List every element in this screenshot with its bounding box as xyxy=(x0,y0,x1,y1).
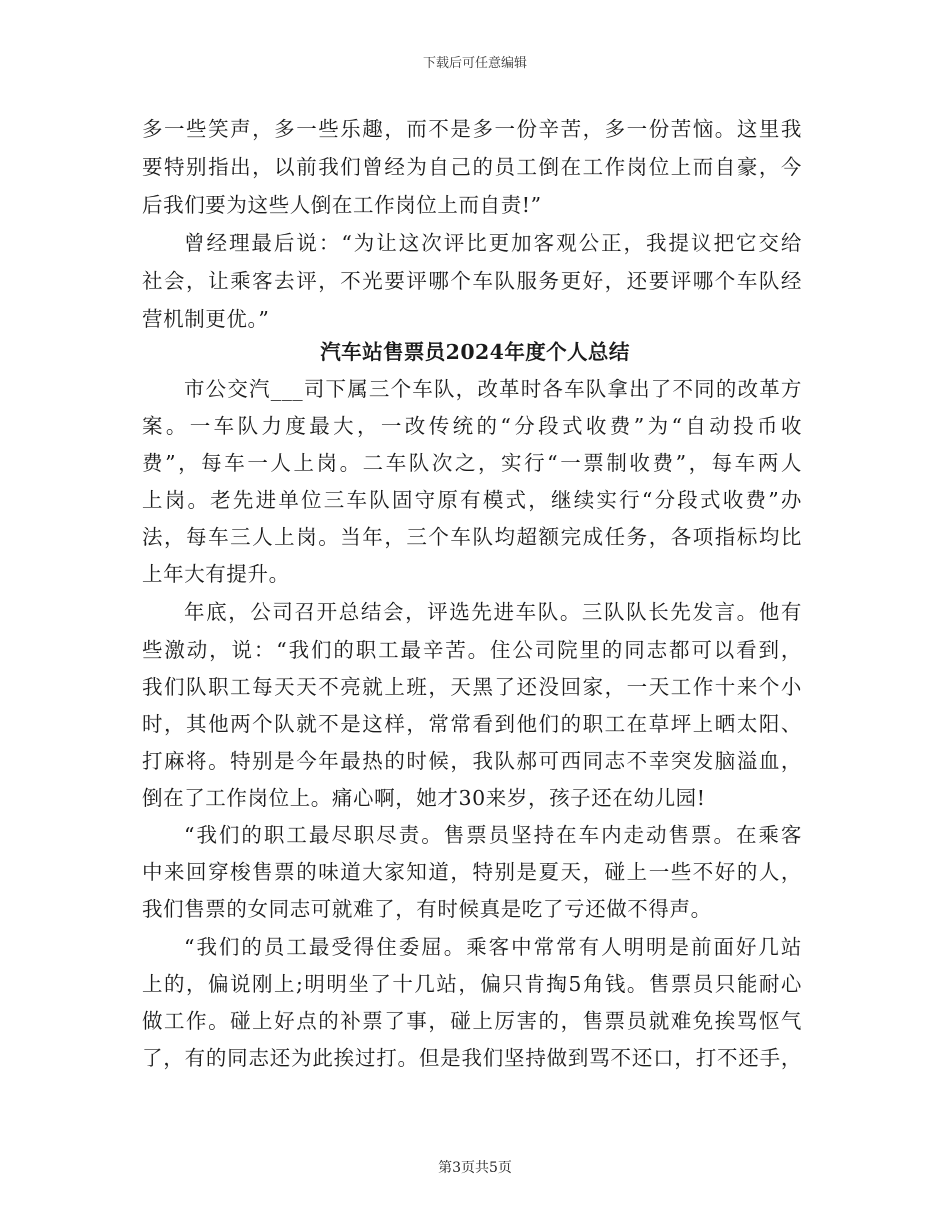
paragraph-line: 上年大有提升。 xyxy=(142,562,290,586)
paragraph-line: 曾经理最后说：“为让这次评比更加客观公正，我提议把它交给 xyxy=(184,231,802,255)
paragraph-line: 市公交汽___司下属三个车队，改革时各车队拿出了不同的改革方 xyxy=(184,377,802,401)
paragraph-line: 社会，让乘客去评，不光要评哪个车队服务更好，还要评哪个车队经 xyxy=(142,269,802,293)
paragraph-line: 营机制更优。” xyxy=(142,307,270,331)
page-number: 第3页共5页 xyxy=(438,1160,512,1176)
paragraph-line: 我们队职工每天天不亮就上班，天黑了还没回家，一天工作十来个小 xyxy=(142,675,802,699)
paragraph-line: 中来回穿梭售票的味道大家知道，特别是夏天，碰上一些不好的人， xyxy=(142,860,802,884)
paragraph-line: 做工作。碰上好点的补票了事，碰上厉害的，售票员就难免挨骂怄气 xyxy=(142,1009,802,1033)
paragraph-line: 些激动，说：“我们的职工最辛苦。住公司院里的同志都可以看到， xyxy=(142,638,802,662)
section-title: 汽车站售票员2024年度个人总结 xyxy=(320,340,630,364)
paragraph-line: 多一些笑声，多一些乐趣，而不是多一份辛苦，多一份苦恼。这里我 xyxy=(142,117,802,141)
paragraph-line: 上的，偏说刚上;明明坐了十几站，偏只肯掏5角钱。售票员只能耐心 xyxy=(142,972,802,996)
paragraph-line: 时，其他两个队就不是这样，常常看到他们的职工在草坪上晒太阳、 xyxy=(142,712,802,736)
paragraph-line: 我们售票的女同志可就难了，有时候真是吃了亏还做不得声。 xyxy=(142,897,712,921)
paragraph-line: 要特别指出，以前我们曾经为自己的员工倒在工作岗位上而自豪，今 xyxy=(142,155,802,179)
paragraph-line: 年底，公司召开总结会，评选先进车队。三队队长先发言。他有 xyxy=(184,600,802,624)
paragraph-line: 后我们要为这些人倒在工作岗位上而自责!” xyxy=(142,193,542,217)
paragraph-line: 费”，每车一人上岗。二车队次之，实行“一票制收费”，每车两人 xyxy=(142,451,802,475)
paragraph-line: “我们的员工最受得住委屈。乘客中常常有人明明是前面好几站 xyxy=(184,935,802,959)
paragraph-line: 了，有的同志还为此挨过打。但是我们坚持做到骂不还口，打不还手， xyxy=(142,1046,802,1070)
paragraph-line: 上岗。老先进单位三车队固守原有模式，继续实行“分段式收费”办 xyxy=(142,488,802,512)
page-header-note: 下载后可任意编辑 xyxy=(422,56,527,71)
paragraph-line: 法，每车三人上岗。当年，三个车队均超额完成任务，各项指标均比 xyxy=(142,525,802,549)
paragraph-line: 倒在了工作岗位上。痛心啊，她才30来岁，孩子还在幼儿园! xyxy=(142,786,706,810)
paragraph-line: 打麻将。特别是今年最热的时候，我队郝可西同志不幸突发脑溢血， xyxy=(142,749,802,773)
paragraph-line: 案。一车队力度最大，一改传统的“分段式收费”为“自动投币收 xyxy=(142,414,802,438)
paragraph-line: “我们的职工最尽职尽责。售票员坚持在车内走动售票。在乘客 xyxy=(184,823,802,847)
